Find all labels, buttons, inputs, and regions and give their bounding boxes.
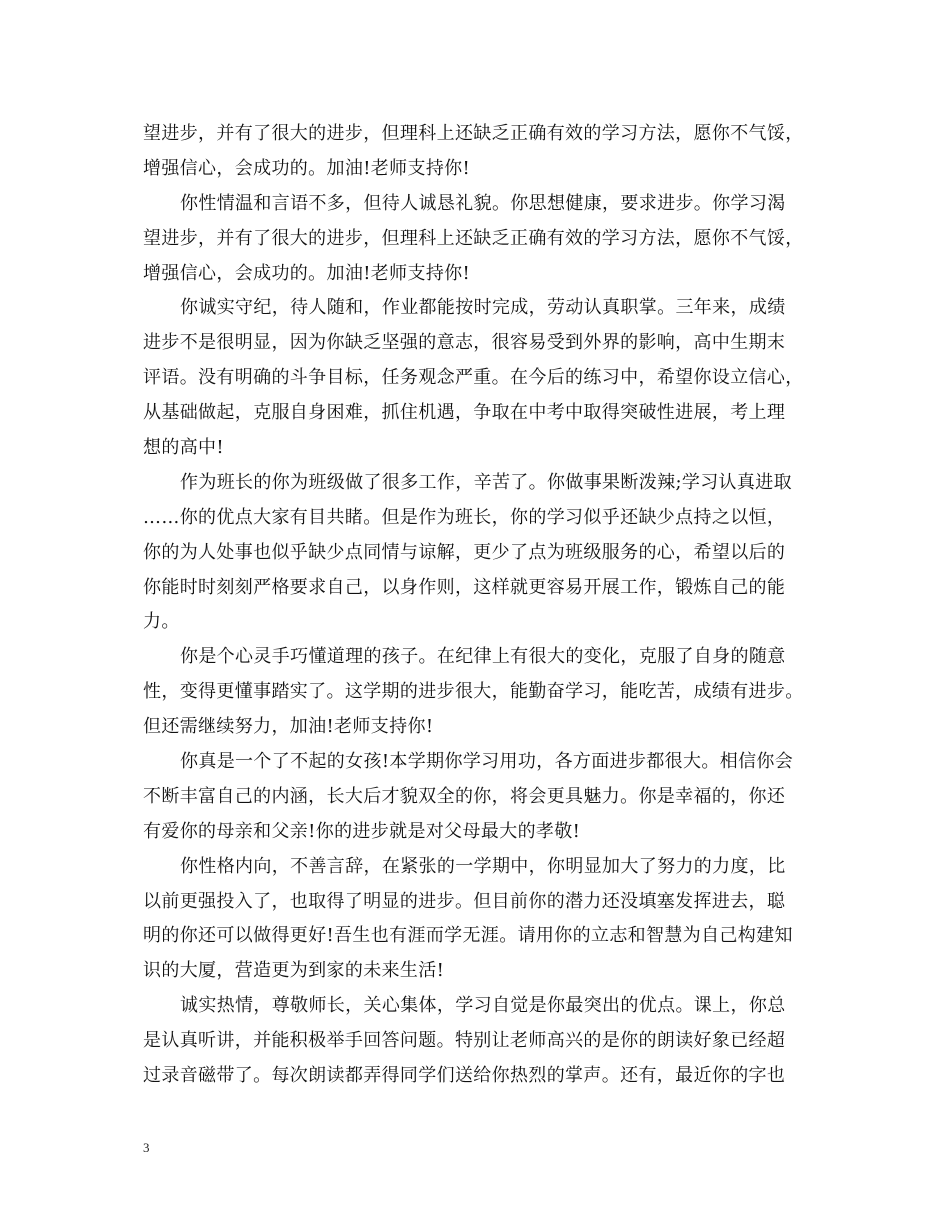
text-line: 有爱你的母亲和父亲!你的进步就是对父母最大的孝敬! [143,820,581,842]
text-line: 识的大厦，营造更为到家的未来生活! [143,960,445,982]
text-line: 增强信心，会成功的。加油!老师支持你! [143,262,471,284]
text-line: 你能时时刻刻严格要求自己，以身作则，这样就更容易开展工作，锻炼自己的能 [143,576,786,598]
text-line: 诚实热情，尊敬师长，关心集体，学习自觉是你最突出的优点。课上，你总 [180,995,786,1017]
text-line: 你是个心灵手巧懂道理的孩子。在纪律上有很大的变化，克服了自身的随意 [180,646,786,668]
text-line: 明的你还可以做得更好!吾生也有涯而学无涯。请用你的立志和智慧为自己构建知 [143,925,793,947]
text-line: 你性情温和言语不多，但待人诚恳礼貌。你思想健康，要求进步。你学习渴 [180,192,786,214]
text-line: 你真是一个了不起的女孩!本学期你学习用功，各方面进步都很大。相信你会 [180,751,794,773]
text-line: ……你的优点大家有目共睹。但是作为班长，你的学习似乎还缺少点持之以恒， [143,506,786,528]
text-line: 以前更强投入了，也取得了明显的进步。但目前你的潜力还没填塞发挥进去，聪 [143,890,786,912]
text-line: 是认真听讲，并能积极举手回答问题。特别让老师高兴的是你的朗读好象已经超 [143,1030,786,1052]
text-line: 你的为人处事也似乎缺少点同情与谅解，更少了点为班级服务的心，希望以后的 [143,541,786,563]
text-line: 想的高中! [143,437,224,459]
text-line: 从基础做起，克服自身困难，抓住机遇，争取在中考中取得突破性进展，考上理 [143,402,786,424]
text-line: 望进步，并有了很大的进步，但理科上还缺乏正确有效的学习方法，愿你不气馁， [143,227,804,249]
text-line: 过录音磁带了。每次朗读都弄得同学们送给你热烈的掌声。还有，最近你的字也 [143,1065,786,1087]
text-line: 作为班长的你为班级做了很多工作，辛苦了。你做事果断泼辣;学习认真进取 [180,471,792,493]
text-line: 但还需继续努力，加油!老师支持你! [143,716,434,738]
text-line: 进步不是很明显，因为你缺乏坚强的意志，很容易受到外界的影响，高中生期末 [143,332,786,354]
text-line: 不断丰富自己的内涵，长大后才貌双全的你，将会更具魅力。你是幸福的，你还 [143,785,786,807]
text-line: 增强信心，会成功的。加油!老师支持你! [143,157,471,179]
text-line: 力。 [143,611,180,633]
document-body [143,117,823,1094]
text-line: 评语。没有明确的斗争目标，任务观念严重。在今后的练习中，希望你设立信心， [143,367,804,389]
text-line: 性，变得更懂事踏实了。这学期的进步很大，能勤奋学习，能吃苦，成绩有进步。 [143,681,804,703]
text-line: 你诚实守纪，待人随和，作业都能按时完成，劳动认真职掌。三年来，成绩 [180,297,786,319]
text-line: 望进步，并有了很大的进步，但理科上还缺乏正确有效的学习方法，愿你不气馁， [143,123,804,144]
page-number: 3 [143,1140,150,1155]
text-line: 你性格内向，不善言辞，在紧张的一学期中，你明显加大了努力的力度，比 [180,855,786,877]
